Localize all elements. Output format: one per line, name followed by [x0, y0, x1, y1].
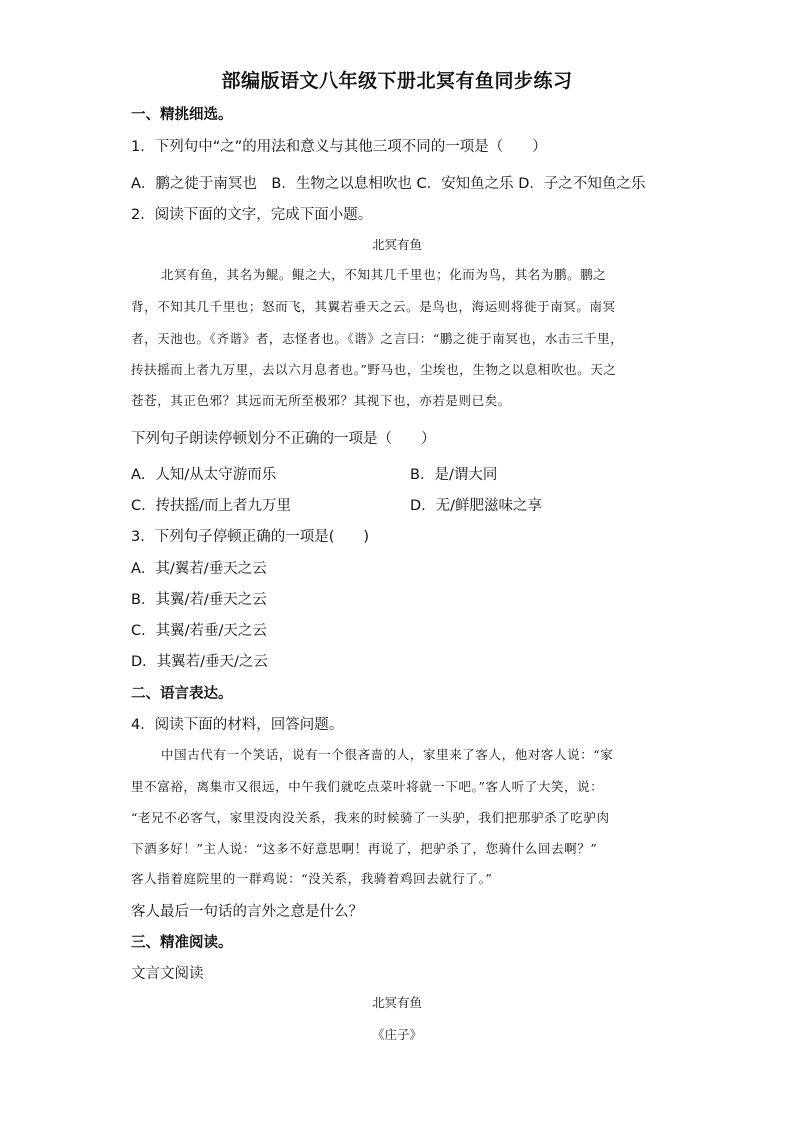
question-3-option-a: A．其/翼若/垂天之云 — [131, 561, 267, 577]
passage-1-line: 北冥有鱼，其名为鲲。鲲之大，不知其几千里也；化而为鸟，其名为鹏。鹏之 — [161, 267, 607, 282]
question-2: 2．阅读下面的文字，完成下面小题。 — [131, 207, 373, 223]
question-2-option-d: D．无/鲜肥滋味之享 — [410, 498, 543, 514]
question-2-option-c: C．抟扶摇/而上者九万里 — [131, 498, 292, 514]
question-4-subquestion: 客人最后一句话的言外之意是什么？ — [131, 904, 363, 920]
passage-2-line: 下酒多好！”主人说：“这多不好意思啊！再说了，把驴杀了，您骑什么回去啊？” — [131, 841, 598, 856]
section-heading-1: 一、精挑细选。 — [131, 107, 233, 123]
page-title: 部编版语文八年级下册北冥有鱼同步练习 — [221, 70, 573, 92]
question-1: 1．下列句中“之”的用法和意义与其他三项不同的一项是（ ） — [131, 139, 547, 155]
question-1-options: A．鹏之徙于南冥也 B．生物之以息相吹也 C．安知鱼之乐 D．子之不知鱼之乐 — [131, 176, 646, 192]
question-3-option-d: D．其翼若/垂天/之云 — [131, 654, 268, 670]
passage-1-title: 北冥有鱼 — [371, 237, 422, 252]
question-4: 4．阅读下面的材料，回答问题。 — [131, 717, 344, 733]
passage-1-line: 背，不知其几千里也；怒而飞，其翼若垂天之云。是鸟也，海运则将徙于南冥。南冥 — [131, 299, 616, 314]
section-heading-3: 三、精准阅读。 — [131, 935, 233, 951]
question-2-option-b: B．是/谓大同 — [410, 467, 498, 483]
passage-1-line: 苍苍，其正色邪？其远而无所至极邪？其视下也，亦若是则已矣。 — [131, 393, 511, 408]
question-3-option-c: C．其翼/若垂/天之云 — [131, 623, 267, 639]
passage-3-title: 北冥有鱼 — [371, 995, 422, 1010]
passage-2-line: 里不富裕，离集市又很远，中午我们就吃点菜叶将就一下吧。”客人听了大笑，说： — [131, 779, 604, 794]
passage-1-line: 者，天池也。《齐谐》者，志怪者也。《谐》之言曰：“鹏之徙于南冥也，水击三千里， — [131, 331, 624, 346]
reading-label: 文言文阅读 — [131, 966, 204, 982]
passage-2-line: 客人指着庭院里的一群鸡说：“没关系，我骑着鸡回去就行了。” — [131, 871, 493, 886]
question-2-option-a: A．人知/从太守游而乐 — [131, 467, 277, 483]
passage-1-line: 抟扶摇而上者九万里，去以六月息者也。”野马也，尘埃也，生物之以息相吹也。天之 — [131, 362, 617, 377]
passage-2-line: “老兄不必客气，家里没肉没关系，我来的时候骑了一头驴，我们把那驴杀了吃驴肉 — [131, 810, 610, 825]
question-3: 3．下列句子停顿正确的一项是( ) — [131, 529, 370, 545]
passage-2-line: 中国古代有一个笑话，说有一个很吝啬的人，家里来了客人，他对客人说：“家 — [161, 747, 614, 762]
passage-3-author: 《庄子》 — [371, 1027, 422, 1042]
question-3-option-b: B．其翼/若/垂天之云 — [131, 592, 267, 608]
section-heading-2: 二、语言表达。 — [131, 686, 233, 702]
question-2-subquestion: 下列句子朗读停顿划分不正确的一项是（ ） — [131, 431, 436, 447]
